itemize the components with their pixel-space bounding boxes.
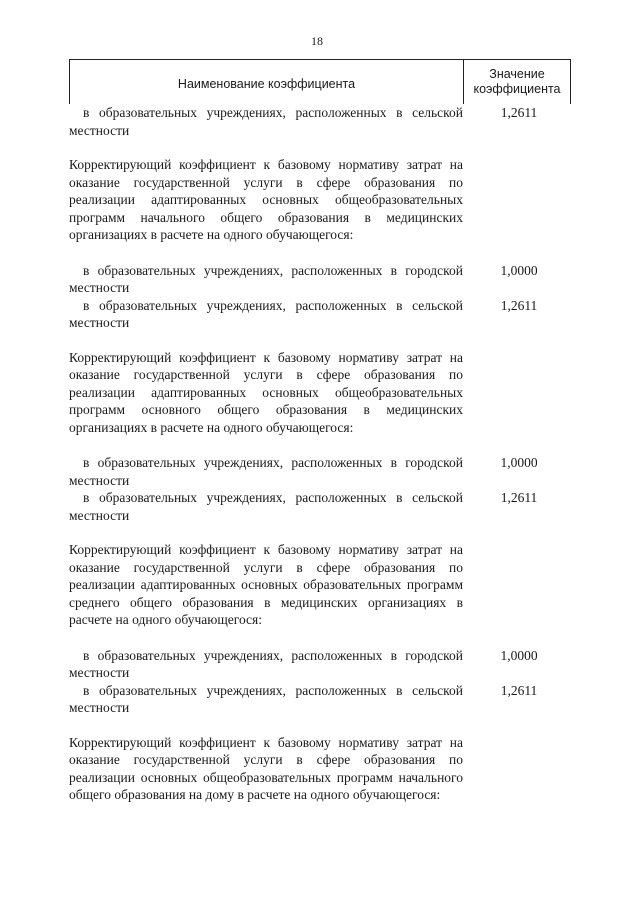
row-text: в образовательных учреждениях, расположенных в сельской местности (69, 297, 463, 330)
row-text: в образовательных учреждениях, расположенных в городской местности (69, 647, 463, 680)
table-row (69, 262, 571, 297)
coefficient-table-body (69, 104, 571, 804)
table-row (69, 489, 571, 524)
table-row (69, 104, 571, 139)
header-value-column (464, 60, 570, 104)
row-text: в образовательных учреждениях, расположенных в сельской местности (69, 682, 463, 715)
table-row (69, 156, 571, 244)
row-value: 1,2611 (500, 490, 538, 505)
table-row (69, 734, 571, 804)
table-row (69, 349, 571, 437)
row-value (463, 541, 571, 629)
header-value-line1: Значение (489, 67, 545, 81)
header-name-column: Наименование коэффициента (70, 60, 464, 104)
table-row (69, 541, 571, 629)
row-text: в образовательных учреждениях, расположенных в сельской местности (69, 490, 463, 523)
row-text: Корректирующий коэффициент к базовому нормативу затрат на оказание государственной услуги в сфере образования по реализации основных общеобразовательных программ начального общего образования на дому в расчете на одного обучающегося: (69, 734, 463, 802)
table-row (69, 454, 571, 489)
row-text: Корректирующий коэффициент к базовому нормативу затрат на оказание государственной услуги в сфере образования по реализации адаптированных основных образовательных программ среднего общего образования в медицинских организациях в расчете на одного обучающегося: (69, 542, 463, 627)
row-text: в образовательных учреждениях, расположенных в городской местности (69, 262, 463, 295)
row-value (463, 349, 571, 437)
row-value: 1,2611 (500, 297, 538, 313)
row-value: 1,2611 (500, 682, 538, 698)
table-row (69, 682, 571, 717)
row-text: Корректирующий коэффициент к базовому нормативу затрат на оказание государственной услуги в сфере образования по реализации адаптированных основных общеобразовательных программ основного общего образования в медицинских организациях в расчете на одного обучающегося: (69, 349, 463, 435)
header-value-line2: коэффициента (473, 82, 561, 96)
page-number: 18 (311, 34, 323, 48)
row-text: в образовательных учреждениях, расположенных в сельской местности (69, 105, 463, 138)
row-text: Корректирующий коэффициент к базовому нормативу затрат на оказание государственной услуги в сфере образования по реализации адаптированных основных общеобразовательных программ начального общего образования в медицинских организациях в расчете на одного обучающегося: (69, 157, 463, 242)
row-value: 1,0000 (500, 455, 538, 470)
row-value (463, 156, 571, 244)
row-value: 1,0000 (500, 262, 538, 278)
table-row (69, 297, 571, 332)
row-value: 1,0000 (500, 647, 538, 663)
row-value: 1,2611 (500, 105, 538, 120)
table-row (69, 647, 571, 682)
row-value (463, 734, 571, 804)
row-text: в образовательных учреждениях, расположенных в городской местности (69, 455, 463, 488)
table-header (69, 59, 571, 104)
